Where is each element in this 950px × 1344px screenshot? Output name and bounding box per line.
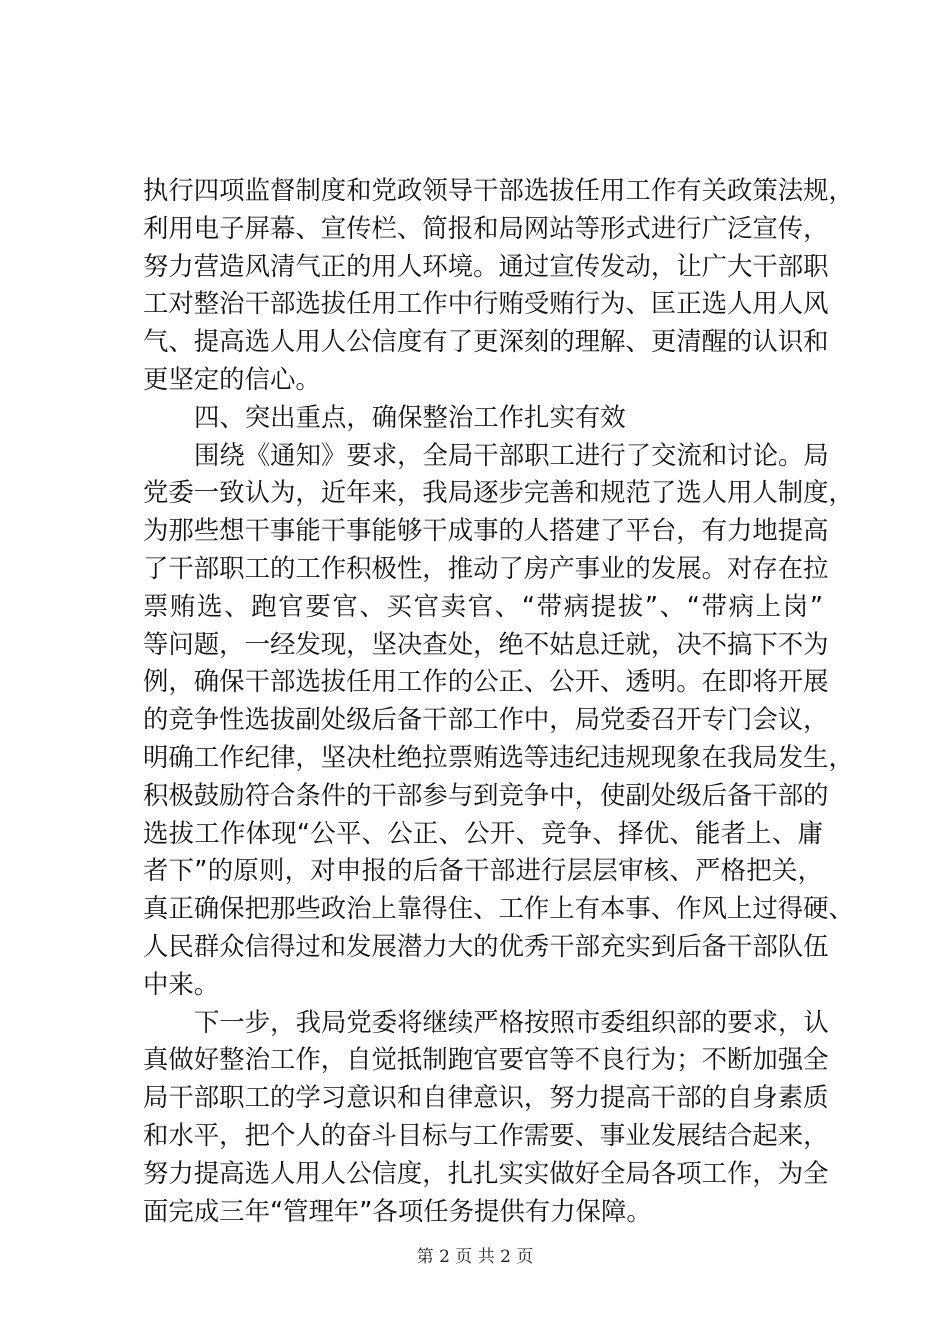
text-line: 为那些想干事能干事能够干成事的人搭建了平台，有力地提高: [143, 515, 829, 546]
paragraph: [143, 437, 854, 1004]
text-line: 努力营造风清气正的用人环境。通过宣传发动，让广大干部职: [143, 250, 829, 281]
paragraph: [143, 172, 854, 399]
text-line: 工对整治干部选拔任用工作中行贿受贿行为、匡正选人用人风: [143, 288, 829, 319]
paragraph: [143, 1004, 829, 1231]
text-line: 利用电子屏幕、宣传栏、简报和局网站等形式进行广泛宣传，: [143, 212, 829, 243]
text-line: 围绕《通知》要求，全局干部职工进行了交流和讨论。局: [194, 439, 829, 470]
page-number-footer: 第 2 页 共 2 页: [416, 1247, 534, 1267]
text-line: 明确工作纪律，坚决杜绝拉票贿选等违纪违规现象在我局发生，: [143, 741, 854, 772]
text-line: 更坚定的信心。: [143, 363, 321, 394]
text-line: 执行四项监督制度和党政领导干部选拔任用工作有关政策法规，: [143, 175, 854, 205]
text-line: 气、提高选人用人公信度有了更深刻的理解、更清醒的认识和: [143, 326, 829, 357]
text-line: 人民群众信得过和发展潜力大的优秀干部充实到后备干部队伍: [143, 930, 829, 961]
text-line: 积极鼓励符合条件的干部参与到竞争中，使副处级后备干部的: [143, 779, 829, 810]
text-line: 和水平，把个人的奋斗目标与工作需要、事业发展结合起来，: [143, 1119, 829, 1150]
text-line: 下一步，我局党委将继续严格按照市委组织部的要求，认: [194, 1006, 829, 1037]
text-line: 面完成三年“管理年”各项任务提供有力保障。: [143, 1195, 652, 1226]
text-line: 选拔工作体现“公平、公正、公开、竞争、择优、能者上、庸: [143, 817, 823, 848]
section-heading: [143, 399, 823, 437]
text-line: 例，确保干部选拔任用工作的公正、公开、透明。在即将开展: [143, 666, 829, 697]
text-line: 局干部职工的学习意识和自律意识，努力提高干部的自身素质: [143, 1082, 829, 1113]
text-line: 了干部职工的工作积极性，推动了房产事业的发展。对存在拉: [143, 552, 829, 583]
text-line: 中来。: [143, 968, 220, 999]
text-line: 真正确保把那些政治上靠得住、工作上有本事、作风上过得硬、: [143, 893, 854, 924]
text-line: 的竞争性选拔副处级后备干部工作中，局党委召开专门会议，: [143, 704, 829, 735]
text-line: 真做好整治工作，自觉抵制跑官要官等不良行为；不断加强全: [143, 1044, 829, 1075]
text-line: 者下”的原则，对申报的后备干部进行层层审核、严格把关，: [143, 855, 823, 886]
text-line: 票贿选、跑官要官、买官卖官、“带病提拔”、“带病上岗”: [143, 590, 823, 621]
heading-text: 四、突出重点，确保整治工作扎实有效: [194, 401, 626, 432]
text-line: 努力提高选人用人公信度，扎扎实实做好全局各项工作，为全: [143, 1157, 829, 1188]
document-body: [143, 172, 854, 1230]
text-line: 党委一致认为，近年来，我局逐步完善和规范了选人用人制度，: [143, 477, 854, 508]
text-line: 等问题，一经发现，坚决查处，绝不姑息迁就，决不搞下不为: [143, 628, 829, 659]
